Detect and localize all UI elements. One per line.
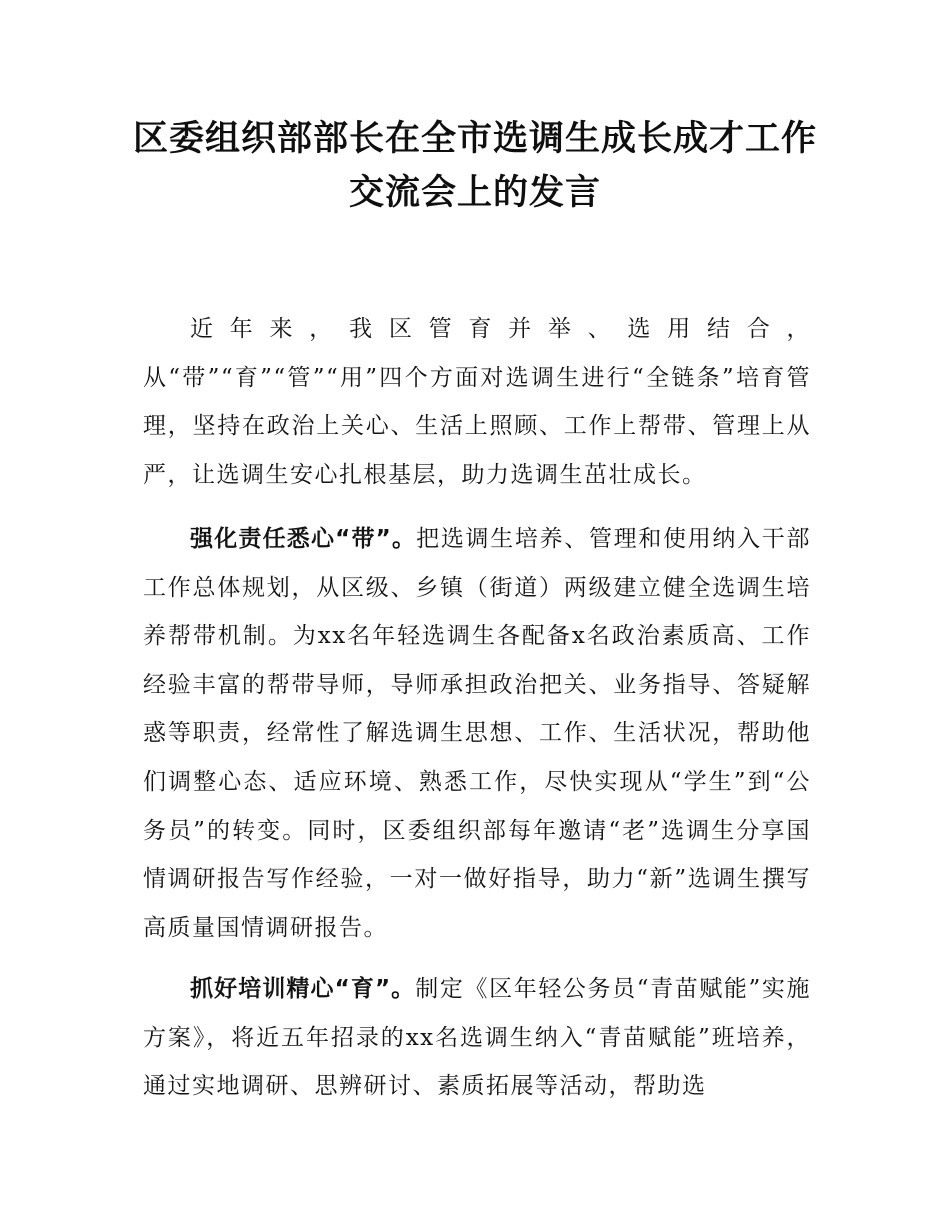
paragraph-lead: 强化责任悉心“带”。: [190, 526, 417, 552]
title-line-2: 交流会上的发言: [348, 173, 601, 213]
title-line-1: 区委组织部部长在全市选调生成长成才工作: [132, 119, 817, 159]
paragraph-training: [143, 965, 811, 1111]
paragraph-lead: 抓好培训精心“育”。: [190, 976, 416, 1002]
paragraph-text: 制定《区年轻公务员“青苗赋能”实施方案》，将近五年招录的xx名选调生纳入“青苗赋能”班培养，通过实地调研、思辨研讨、素质拓展等活动，帮助选: [143, 976, 811, 1100]
paragraph-text: 近年来，我区管育并举、选用结合，从“带”“育”“管”“用”四个方面对选调生进行“全链条”培育管理，坚持在政治上关心、生活上照顾、工作上帮带、管理上从严，让选调生安心扎根基层，助力选调生茁壮成长。: [143, 316, 811, 488]
paragraph-intro: [143, 305, 811, 499]
document-title: [100, 112, 850, 220]
paragraph-mentoring: [143, 515, 811, 952]
paragraph-text: 把选调生培养、管理和使用纳入干部工作总体规划，从区级、乡镇（街道）两级建立健全选调生培养帮带机制。为xx名年轻选调生各配备x名政治素质高、工作经验丰富的帮带导师，导师承担政治把关、业务指导、答疑解惑等职责，经常性了解选调生思想、工作、生活状况，帮助他们调整心态、适应环境、熟悉工作，尽快实现从“学生”到“公务员”的转变。同时，区委组织部每年邀请“老”选调生分享国情调研报告写作经验，一对一做好指导，助力“新”选调生撰写高质量国情调研报告。: [143, 526, 812, 941]
